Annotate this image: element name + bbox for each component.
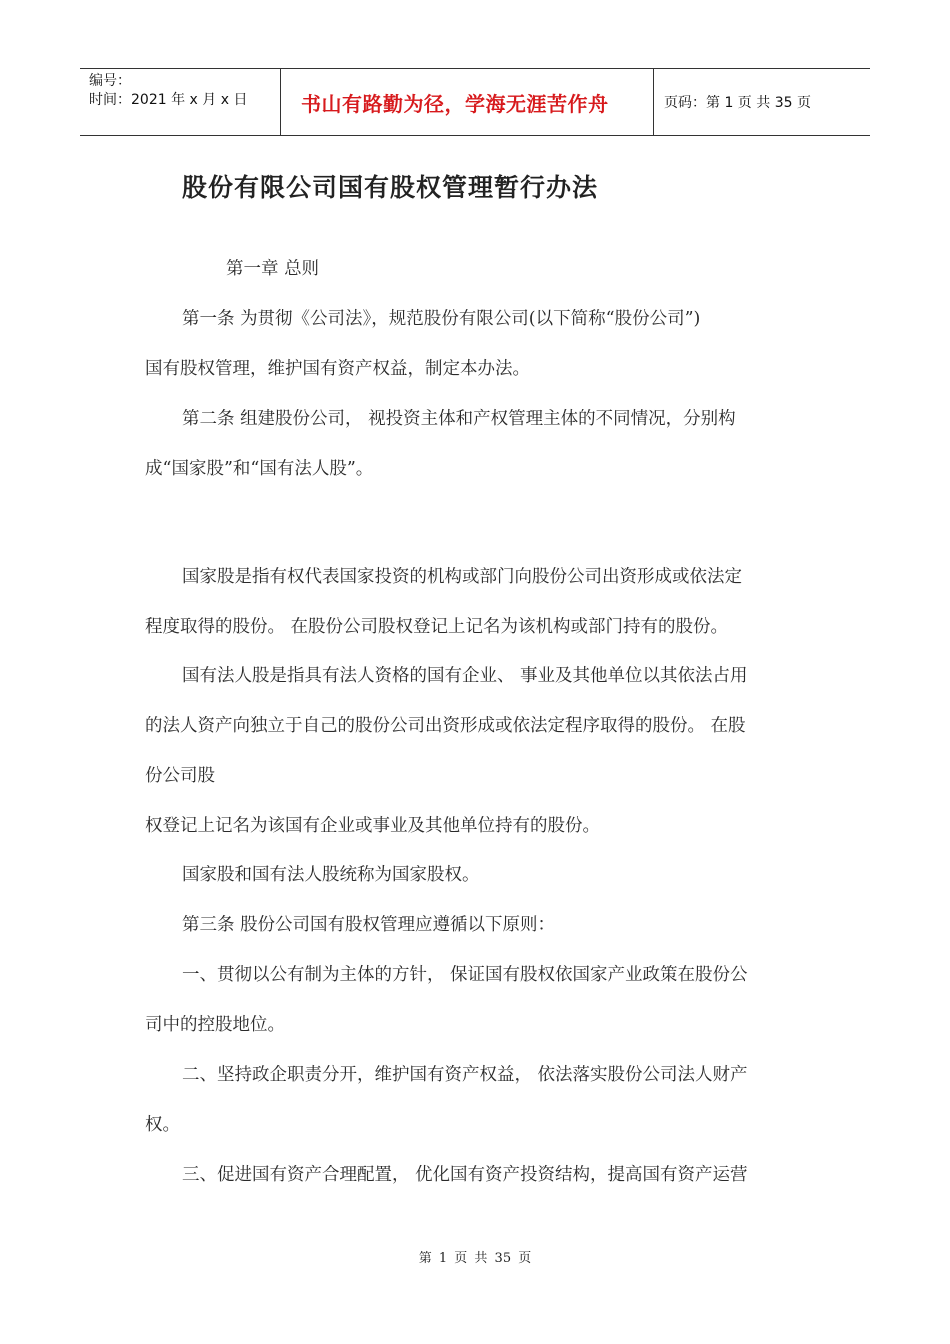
document-time-label: 时间：2021 年 x 月 x 日	[89, 92, 248, 108]
chapter-heading: 第一章 总则	[226, 259, 320, 279]
header-motto-cell	[281, 69, 654, 135]
paragraph-line: 第二条 组建股份公司， 视投资主体和产权管理主体的不同情况，分别构	[182, 409, 736, 429]
paragraph-line: 三、促进国有资产合理配置， 优化国有资产投资结构，提高国有资产运营	[182, 1165, 748, 1185]
header-page-info: 页码：第 1 页 共 35 页	[664, 95, 811, 111]
page-footer: 第 1 页 共 35 页	[418, 1251, 532, 1266]
paragraph-line: 的法人资产向独立于自己的股份公司出资形成或依法定程序取得的股份。 在股	[145, 716, 746, 736]
paragraph-line: 二、坚持政企职责分开，维护国有资产权益， 依法落实股份公司法人财产	[182, 1065, 748, 1085]
paragraph-line: 一、贯彻以公有制为主体的方针， 保证国有股权依国家产业政策在股份公	[182, 965, 748, 985]
paragraph-line: 程度取得的股份。 在股份公司股权登记上记名为该机构或部门持有的股份。	[145, 617, 729, 637]
paragraph-line: 国有股权管理，维护国有资产权益，制定本办法。	[145, 359, 530, 379]
paragraph-line: 权登记上记名为该国有企业或事业及其他单位持有的股份。	[145, 816, 600, 836]
paragraph-line: 司中的控股地位。	[145, 1015, 285, 1035]
paragraph-line: 国家股是指有权代表国家投资的机构或部门向股份公司出资形成或依法定	[182, 567, 742, 587]
paragraph-line: 成“国家股”和“国有法人股”。	[145, 459, 374, 479]
document-header-table	[80, 68, 870, 136]
header-page-cell	[654, 69, 870, 135]
paragraph-line: 国有法人股是指具有法人资格的国有企业、 事业及其他单位以其依法占用	[182, 666, 748, 686]
paragraph-line: 权。	[145, 1115, 180, 1135]
document-number-label: 编号：	[89, 73, 131, 89]
header-meta-cell	[80, 69, 281, 135]
document-title: 股份有限公司国有股权管理暂行办法	[182, 173, 599, 202]
paragraph-line: 第一条 为贯彻《公司法》，规范股份有限公司(以下简称“股份公司”)	[182, 309, 701, 329]
paragraph-line: 第三条 股份公司国有股权管理应遵循以下原则：	[182, 915, 556, 935]
paragraph-line: 国家股和国有法人股统称为国家股权。	[182, 865, 480, 885]
header-motto: 书山有路勤为径，学海无涯苦作舟	[301, 91, 609, 116]
paragraph-line: 份公司股	[145, 766, 215, 786]
